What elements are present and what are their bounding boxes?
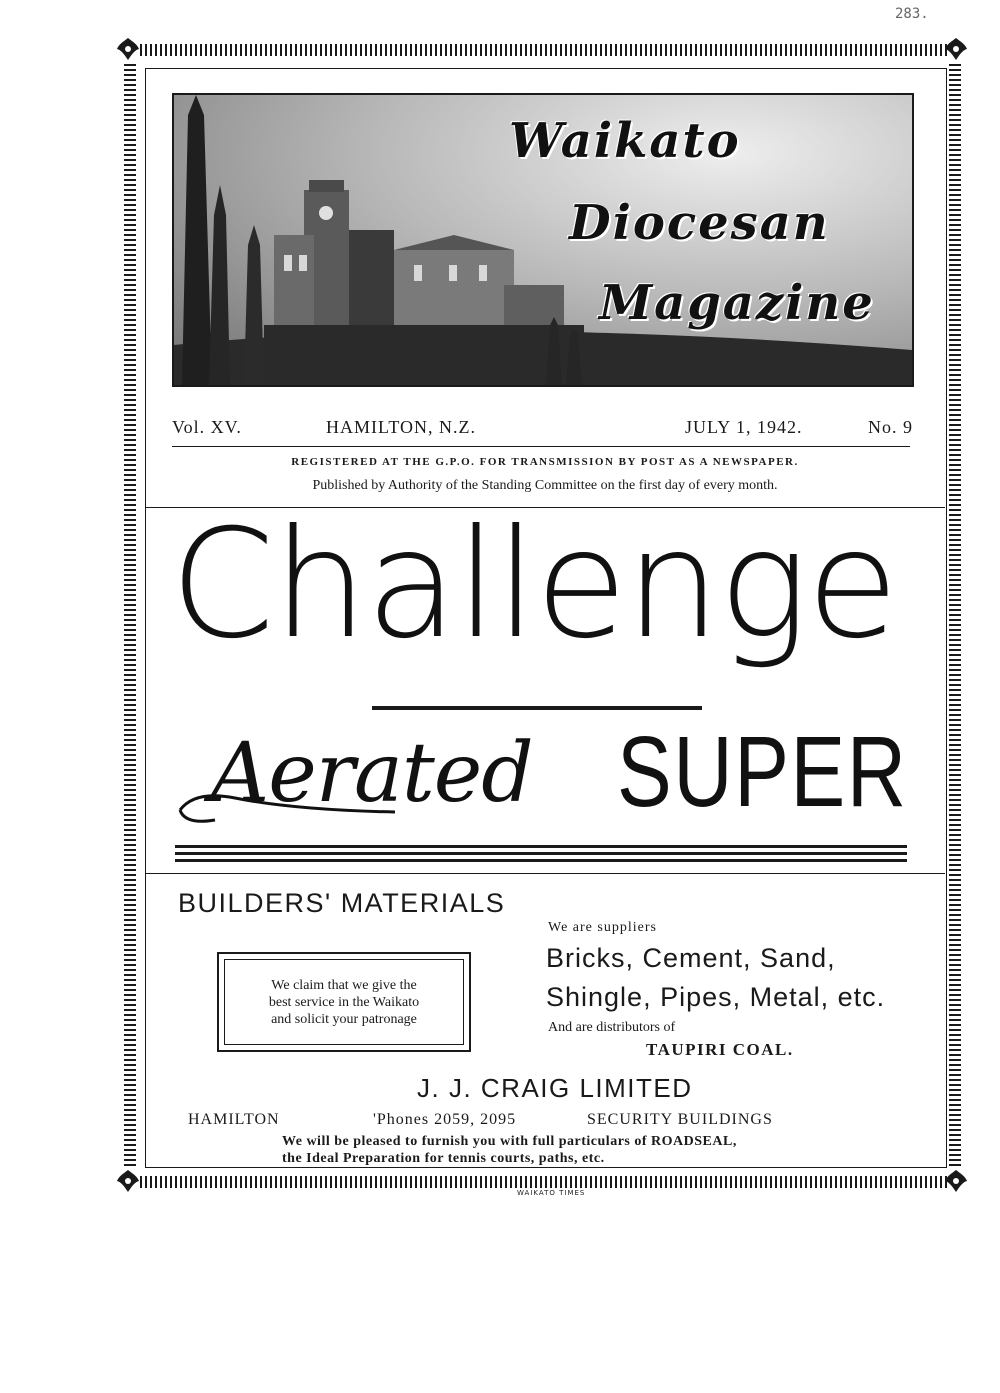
claim-line: best service in the Waikato <box>268 994 420 1010</box>
masthead-title-line2: Diocesan <box>569 195 830 251</box>
advert-rule <box>175 845 907 848</box>
advert-rule <box>175 859 907 862</box>
furnish-line2: the Ideal Preparation for tennis courts, paths, etc. <box>282 1151 605 1166</box>
issue-date: JULY 1, 1942. <box>685 417 803 437</box>
suppliers-intro: We are suppliers <box>548 920 657 935</box>
leaf-ornament-icon <box>115 1168 141 1194</box>
printer-imprint: WAIKATO TIMES <box>517 1189 586 1197</box>
publication-note: Published by Authority of the Standing Committee on the first day of every month. <box>312 478 778 493</box>
builders-heading: BUILDERS' MATERIALS <box>178 888 506 918</box>
products-line1: Bricks, Cement, Sand, <box>546 943 836 973</box>
products-line2: Shingle, Pipes, Metal, etc. <box>546 982 886 1012</box>
right-border-rule <box>949 64 961 1166</box>
advert-brand: Challenge <box>170 498 897 672</box>
furnish-note <box>282 1133 737 1167</box>
left-border-rule <box>124 64 136 1166</box>
issue-volume: Vol. XV. <box>172 417 242 437</box>
claim-line: We claim that we give the <box>271 977 417 993</box>
claim-box-inner <box>224 959 464 1045</box>
bottom-border-rule <box>140 1176 950 1188</box>
top-border-rule <box>140 44 950 56</box>
masthead-illustration <box>172 93 914 387</box>
leaf-ornament-icon <box>943 36 969 62</box>
company-phones: 'Phones 2059, 2095 <box>373 1111 517 1128</box>
claim-line: and solicit your patronage <box>271 1011 417 1027</box>
company-location: HAMILTON <box>188 1111 280 1128</box>
product-word-aerated: Aerated <box>210 726 533 821</box>
company-name: J. J. CRAIG LIMITED <box>417 1073 693 1103</box>
issue-number: No. 9 <box>868 417 913 437</box>
claim-box <box>217 952 471 1052</box>
leaf-ornament-icon <box>943 1168 969 1194</box>
masthead-title-line1: Waikato <box>509 113 741 169</box>
archive-number: 283. <box>895 6 929 22</box>
brand-underline <box>372 706 702 710</box>
distributors-intro: And are distributors of <box>548 1020 676 1035</box>
coal-label: TAUPIRI COAL. <box>646 1040 794 1059</box>
leaf-ornament-icon <box>115 36 141 62</box>
furnish-line1: We will be pleased to furnish you with full particulars of ROADSEAL, <box>282 1134 737 1149</box>
advert-rule <box>175 852 907 855</box>
masthead-title-line3: Magazine <box>599 275 875 331</box>
company-address: SECURITY BUILDINGS <box>587 1111 773 1128</box>
registration-notice: REGISTERED AT THE G.P.O. FOR TRANSMISSION BY POST AS A NEWSPAPER. <box>291 456 799 468</box>
product-word-super: SUPER <box>617 716 908 828</box>
issue-place: HAMILTON, N.Z. <box>326 417 477 437</box>
divider <box>172 446 910 447</box>
divider <box>145 873 945 874</box>
